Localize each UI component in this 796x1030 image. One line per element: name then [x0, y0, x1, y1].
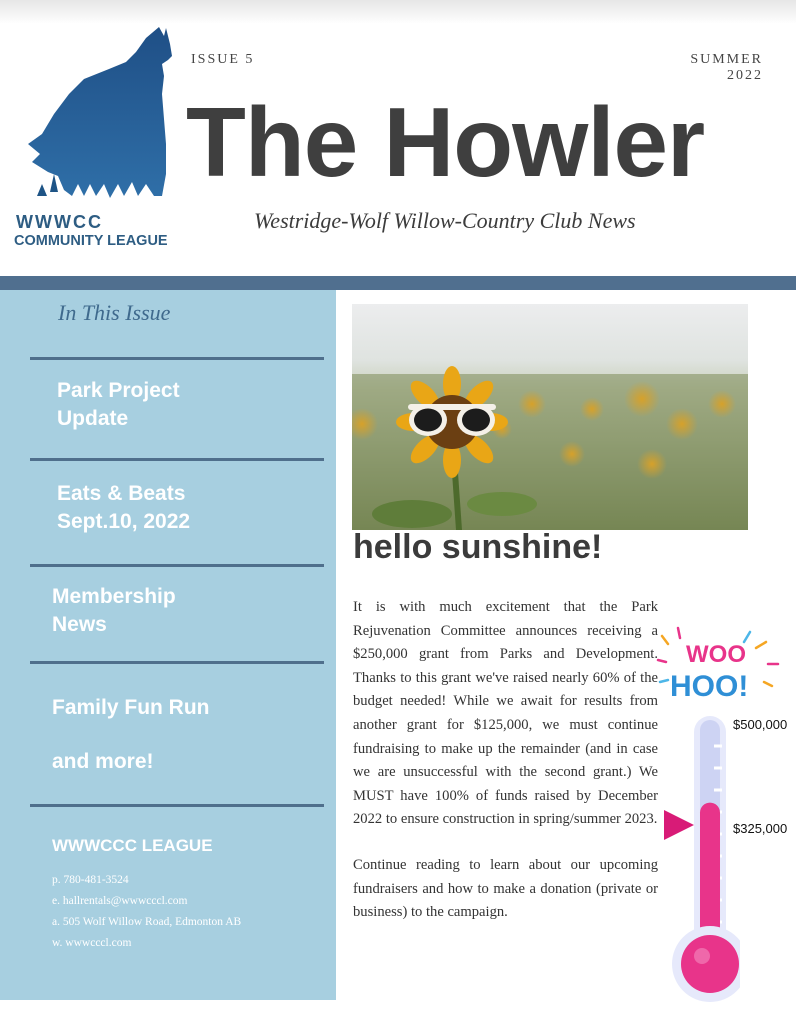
article-headline: hello sunshine! [353, 528, 603, 566]
sidebar-item-label: Family Fun Run [52, 696, 210, 719]
sidebar-item-label: Park Project [57, 379, 180, 402]
sidebar-item-label: Eats & Beats [57, 482, 186, 505]
contact-info [52, 870, 241, 954]
fundraising-thermometer [660, 706, 740, 1006]
issue-number: ISSUE 5 [191, 52, 255, 67]
sidebar-item-label: and more! [52, 750, 154, 773]
sidebar-item-label: Sept.10, 2022 [57, 510, 191, 533]
sidebar-divider [30, 661, 324, 664]
newsletter-title: The Howler [186, 87, 705, 197]
thermometer-bulb [681, 935, 739, 993]
sidebar-item-label: Update [57, 407, 129, 430]
logo-league-text: COMMUNITY LEAGUE [14, 233, 168, 249]
logo-wordmark: WWWCC [16, 212, 103, 232]
top-shadow [0, 0, 796, 24]
article-paragraph: Continue reading to learn about our upcoming fundraisers and how to make a donation (private or business) to the campaign. [353, 856, 658, 921]
sidebar-divider [30, 357, 324, 360]
sidebar-divider [30, 458, 324, 461]
sidebar-divider [30, 804, 324, 807]
article-body [353, 596, 658, 947]
sidebar-item-eats-beats[interactable] [57, 480, 190, 536]
sidebar-item-fun-run[interactable] [52, 694, 210, 722]
raised-amount-label: $325,000 [733, 821, 788, 836]
contact-address: a. 505 Wolf Willow Road, Edmonton AB [52, 916, 242, 928]
season-label: SUMMER [690, 52, 763, 67]
contact-website[interactable]: w. wwwcccl.com [52, 937, 132, 949]
sidebar-item-park-project[interactable] [57, 377, 180, 433]
contact-heading: WWWCCC LEAGUE [52, 836, 213, 855]
sidebar-item-label: News [52, 613, 107, 636]
sidebar-item-label: Membership [52, 585, 176, 608]
woo-hoo-graphic [652, 624, 790, 704]
sidebar-divider [30, 564, 324, 567]
pointer-arrow-icon [664, 810, 696, 840]
header-divider-bar [0, 276, 796, 290]
contact-phone: p. 780-481-3524 [52, 874, 129, 886]
issue-season [690, 52, 763, 84]
newsletter-subtitle: Westridge-Wolf Willow-Country Club News [254, 208, 636, 233]
hoo-text: HOO! [670, 670, 749, 703]
sidebar-heading: In This Issue [58, 300, 171, 325]
contact-email[interactable]: e. hallrentals@wwwcccl.com [52, 895, 188, 907]
sunflower-sunglasses-photo [352, 304, 748, 530]
sidebar-item-more[interactable] [52, 748, 154, 776]
sidebar-item-membership[interactable] [52, 583, 176, 639]
woo-text: WOO [686, 641, 746, 668]
season-year: 2022 [727, 68, 763, 83]
goal-amount-label: $500,000 [733, 717, 788, 732]
article-paragraph: It is with much excitement that the Park Rejuvenation Committee announces receiving a $250,000 grant from Parks and Development. Thanks to this grant we've raised nearly 60% of the budget needed! While we await for results from another grant for $125,000, we must continue fundraising to make up the remainder (and in case we are unsuccessful with the second grant.) We MUST have 100% of funds raised by December 2022 to ensure construction in spring/summer 2023. [353, 599, 658, 828]
